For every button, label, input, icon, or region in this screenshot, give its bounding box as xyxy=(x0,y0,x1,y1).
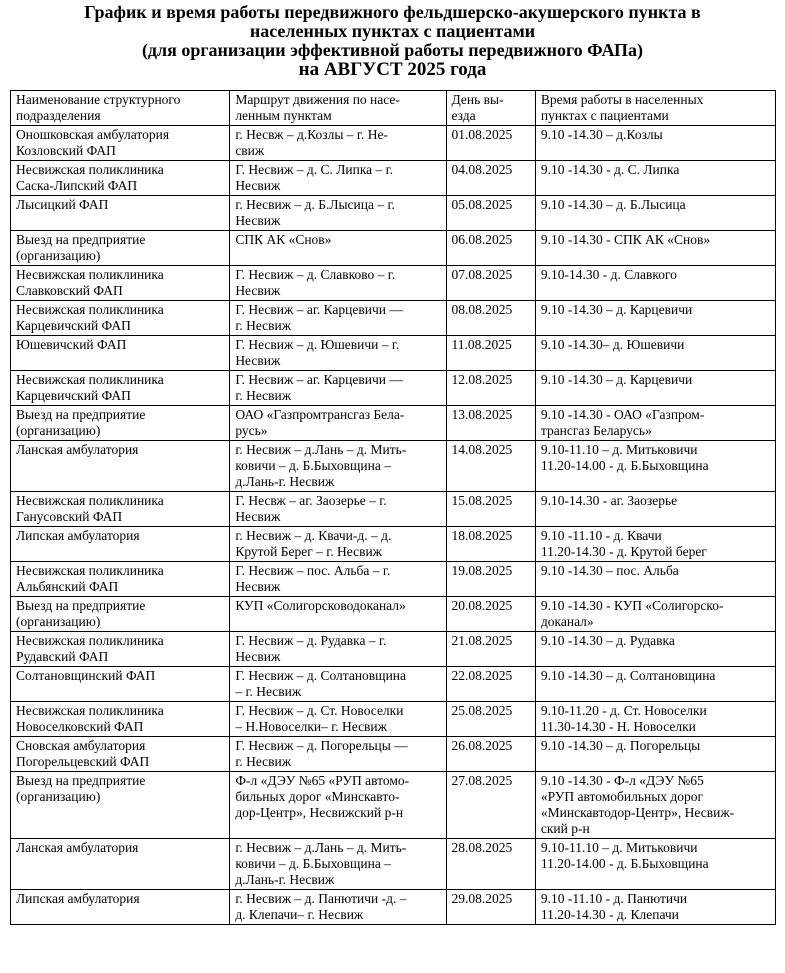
cell-unit-line: Новоселковский ФАП xyxy=(16,719,144,734)
cell-route-line: д.Лань-г. Несвиж xyxy=(235,872,335,887)
cell-route-line: г. Несвж – д.Козлы – г. Не- xyxy=(235,127,388,142)
cell-route xyxy=(230,126,446,161)
cell-unit xyxy=(11,161,230,196)
cell-route xyxy=(230,161,446,196)
cell-route-line: г. Несвиж – д. Панютичи -д. – xyxy=(235,891,407,906)
title-month: АВГУСТ xyxy=(323,59,403,80)
cell-time-line: «РУП автомобильных дорог xyxy=(540,789,704,804)
title-line-4 xyxy=(0,60,785,79)
table-row xyxy=(11,371,776,406)
cell-unit xyxy=(11,632,230,667)
cell-route xyxy=(230,371,446,406)
cell-route xyxy=(230,301,446,336)
cell-time-line: 9.10 -14.30 - Ф-л «ДЭУ №65 xyxy=(540,773,704,788)
cell-time xyxy=(535,406,775,441)
cell-time xyxy=(535,890,775,925)
cell-unit-line: Несвижская поликлиника xyxy=(16,162,164,177)
title-prefix: на xyxy=(298,59,324,80)
cell-date: 13.08.2025 xyxy=(446,406,535,441)
cell-unit-line: (организацию) xyxy=(16,423,101,438)
cell-route xyxy=(230,890,446,925)
cell-time-line: 9.10 -14.30 – д. Погорельцы xyxy=(540,738,701,753)
cell-time-line: 9.10-14.30 - д. Славкого xyxy=(540,267,677,282)
cell-route-line: Несвиж xyxy=(235,353,281,368)
cell-unit-line: Лысицкий ФАП xyxy=(16,197,109,212)
table-row xyxy=(11,301,776,336)
cell-time xyxy=(535,562,775,597)
cell-unit xyxy=(11,301,230,336)
cell-unit-line: Альбянский ФАП xyxy=(16,579,119,594)
cell-unit-line: Липская амбулатория xyxy=(16,891,140,906)
cell-route-line: Несвиж xyxy=(235,579,281,594)
table-row xyxy=(11,266,776,301)
cell-unit-line: Ланская амбулатория xyxy=(16,840,139,855)
cell-unit-line: (организацию) xyxy=(16,789,101,804)
table-row xyxy=(11,890,776,925)
cell-unit xyxy=(11,196,230,231)
cell-route xyxy=(230,839,446,890)
cell-time xyxy=(535,441,775,492)
cell-route-line: Несвиж xyxy=(235,509,281,524)
title-line-1: График и время работы передвижного фельдшерско-акушерского пункта в xyxy=(84,2,701,22)
table-row xyxy=(11,406,776,441)
cell-unit-line: Карцевичский ФАП xyxy=(16,318,131,333)
cell-route xyxy=(230,196,446,231)
cell-time-line: 9.10-11.10 – д. Митьковичи xyxy=(540,442,698,457)
cell-time-line: 9.10-11.10 – д. Митьковичи xyxy=(540,840,698,855)
cell-route xyxy=(230,562,446,597)
header-unit: Наименование структурного подразделения xyxy=(11,91,230,126)
cell-unit-line: Липская амбулатория xyxy=(16,528,140,543)
cell-route-line: Г. Несвиж – д. С. Липка – г. xyxy=(235,162,394,177)
cell-time-line: 9.10 -14.30 - СПК АК «Снов» xyxy=(540,232,711,247)
cell-route xyxy=(230,772,446,839)
cell-time xyxy=(535,266,775,301)
cell-date: 07.08.2025 xyxy=(446,266,535,301)
cell-unit xyxy=(11,406,230,441)
cell-date: 28.08.2025 xyxy=(446,839,535,890)
cell-time xyxy=(535,336,775,371)
cell-unit-line: (организацию) xyxy=(16,248,101,263)
cell-time-line: 9.10 -14.30 - д. С. Липка xyxy=(540,162,680,177)
cell-route-line: Ф-л «ДЭУ №65 «РУП автомо- xyxy=(235,773,410,788)
cell-unit xyxy=(11,231,230,266)
cell-route-line: ОАО «Газпромтрансгаз Бела- xyxy=(235,407,405,422)
cell-unit-line: Ганусовский ФАП xyxy=(16,509,123,524)
cell-route xyxy=(230,492,446,527)
cell-route-line: русь» xyxy=(235,423,268,438)
cell-route-line: д. Клепачи– г. Несвиж xyxy=(235,907,364,922)
cell-time xyxy=(535,632,775,667)
table-row xyxy=(11,441,776,492)
cell-route-line: Г. Несвиж – д. Погорельцы — xyxy=(235,738,408,753)
table-row xyxy=(11,597,776,632)
cell-route xyxy=(230,667,446,702)
table-row xyxy=(11,336,776,371)
cell-route xyxy=(230,441,446,492)
cell-route-line: ковичи – д. Б.Быховщина – xyxy=(235,458,391,473)
cell-route-line: Несвиж xyxy=(235,178,281,193)
cell-route-line: КУП «Солигорсководоканал» xyxy=(235,598,406,613)
table-row xyxy=(11,161,776,196)
cell-route-line: Г. Несвиж – д. Юшевичи – г. xyxy=(235,337,400,352)
cell-date: 08.08.2025 xyxy=(446,301,535,336)
cell-route xyxy=(230,266,446,301)
cell-date: 04.08.2025 xyxy=(446,161,535,196)
cell-date: 14.08.2025 xyxy=(446,441,535,492)
cell-unit xyxy=(11,371,230,406)
cell-unit xyxy=(11,702,230,737)
cell-unit xyxy=(11,336,230,371)
cell-date: 18.08.2025 xyxy=(446,527,535,562)
cell-unit-line: Выезд на предприятие xyxy=(16,407,146,422)
table-row xyxy=(11,667,776,702)
table-row xyxy=(11,737,776,772)
cell-unit xyxy=(11,890,230,925)
cell-time xyxy=(535,737,775,772)
cell-route-line: г. Несвиж – д. Б.Лысица – г. xyxy=(235,197,395,212)
cell-time xyxy=(535,161,775,196)
title-suffix: 2025 года xyxy=(402,59,487,80)
cell-unit-line: Выезд на предприятие xyxy=(16,773,146,788)
cell-route-line: Г. Несвиж – д. Рудавка – г. xyxy=(235,633,387,648)
cell-route-line: г. Несвиж xyxy=(235,388,292,403)
cell-route-line: СПК АК «Снов» xyxy=(235,232,332,247)
cell-unit-line: Оношковская амбулатория xyxy=(16,127,170,142)
cell-route-line: – г. Несвиж xyxy=(235,684,302,699)
cell-unit-line: Несвижская поликлиника xyxy=(16,563,164,578)
cell-time-line: 11.30-14.30 - Н. Новоселки xyxy=(540,719,696,734)
cell-time-line: 9.10-11.20 - д. Ст. Новоселки xyxy=(540,703,707,718)
header-route: Маршрут движения по насе- ленным пунктам xyxy=(230,91,446,126)
cell-time-line: 9.10 -14.30 – пос. Альба xyxy=(540,563,679,578)
table-row xyxy=(11,632,776,667)
cell-time-line: 9.10 -14.30 – д.Козлы xyxy=(540,127,663,142)
cell-time-line: 9.10 -14.30– д. Юшевичи xyxy=(540,337,685,352)
cell-date: 19.08.2025 xyxy=(446,562,535,597)
cell-time xyxy=(535,527,775,562)
cell-route-line: г. Несвиж – д.Лань – д. Мить- xyxy=(235,442,407,457)
cell-time xyxy=(535,301,775,336)
cell-route-line: свиж xyxy=(235,143,265,158)
cell-time xyxy=(535,492,775,527)
table-row xyxy=(11,492,776,527)
cell-unit xyxy=(11,492,230,527)
cell-unit-line: Юшевичский ФАП xyxy=(16,337,127,352)
cell-date: 22.08.2025 xyxy=(446,667,535,702)
cell-unit-line: Несвижская поликлиника xyxy=(16,372,164,387)
cell-date: 15.08.2025 xyxy=(446,492,535,527)
cell-date: 27.08.2025 xyxy=(446,772,535,839)
cell-route xyxy=(230,406,446,441)
cell-time-line: 11.20-14.30 - д. Клепачи xyxy=(540,907,679,922)
header-time: Время работы в населенных пунктах с пациентами xyxy=(535,91,775,126)
cell-route-line: г. Несвиж – д. Квачи-д. – д. xyxy=(235,528,392,543)
title-line-3: (для организации эффективной работы передвижного ФАПа) xyxy=(141,40,644,60)
cell-time-line: доканал» xyxy=(540,614,594,629)
cell-unit xyxy=(11,562,230,597)
cell-unit-line: Козловский ФАП xyxy=(16,143,116,158)
schedule-table xyxy=(10,90,776,925)
cell-date: 12.08.2025 xyxy=(446,371,535,406)
cell-time-line: 9.10 -11.10 - д. Панютичи xyxy=(540,891,688,906)
cell-route-line: Г. Несвж – аг. Заозерье – г. xyxy=(235,493,387,508)
cell-route xyxy=(230,737,446,772)
cell-route-line: Несвиж xyxy=(235,283,281,298)
cell-time-line: ский р-н xyxy=(540,821,590,836)
cell-unit-line: Несвижская поликлиника xyxy=(16,302,164,317)
cell-unit xyxy=(11,126,230,161)
cell-unit xyxy=(11,667,230,702)
cell-time xyxy=(535,702,775,737)
cell-time-line: 9.10 -14.30 – д. Солтановщина xyxy=(540,668,716,683)
cell-unit xyxy=(11,266,230,301)
cell-time-line: 11.20-14.30 - д. Крутой берег xyxy=(540,544,707,559)
cell-route xyxy=(230,632,446,667)
cell-time xyxy=(535,597,775,632)
table-row xyxy=(11,772,776,839)
cell-route xyxy=(230,231,446,266)
cell-date: 05.08.2025 xyxy=(446,196,535,231)
cell-date: 21.08.2025 xyxy=(446,632,535,667)
table-row xyxy=(11,527,776,562)
cell-date: 29.08.2025 xyxy=(446,890,535,925)
cell-time-line: 9.10 -11.10 - д. Квачи xyxy=(540,528,662,543)
cell-route-line: ковичи – д. Б.Быховщина – xyxy=(235,856,391,871)
cell-unit-line: Солтановщинский ФАП xyxy=(16,668,156,683)
cell-unit-line: (организацию) xyxy=(16,614,101,629)
cell-route-line: – Н.Новоселки– г. Несвиж xyxy=(235,719,387,734)
cell-unit-line: Карцевичский ФАП xyxy=(16,388,131,403)
cell-route-line: г. Несвиж xyxy=(235,318,292,333)
cell-time xyxy=(535,839,775,890)
cell-route xyxy=(230,702,446,737)
cell-unit-line: Погорельцевский ФАП xyxy=(16,754,150,769)
table-row xyxy=(11,196,776,231)
cell-route-line: д.Лань-г. Несвиж xyxy=(235,474,335,489)
cell-route-line: бильных дорог «Минскавтo- xyxy=(235,789,400,804)
cell-unit xyxy=(11,441,230,492)
cell-route xyxy=(230,527,446,562)
cell-time-line: 11.20-14.00 - д. Б.Быховщина xyxy=(540,856,709,871)
cell-route-line: Г. Несвиж – д. Ст. Новоселки xyxy=(235,703,404,718)
cell-time-line: 9.10-14.30 - аг. Заозерье xyxy=(540,493,678,508)
cell-route-line: Г. Несвиж – д. Славково – г. xyxy=(235,267,396,282)
cell-time xyxy=(535,772,775,839)
header-date: День вы- езда xyxy=(446,91,535,126)
cell-time-line: 9.10 -14.30 – д. Б.Лысица xyxy=(540,197,686,212)
cell-route xyxy=(230,336,446,371)
cell-route-line: дор-Центр», Несвижский р-н xyxy=(235,805,404,820)
cell-unit-line: Саска-Липский ФАП xyxy=(16,178,138,193)
cell-time-line: 11.20-14.00 - д. Б.Быховщина xyxy=(540,458,709,473)
cell-date: 06.08.2025 xyxy=(446,231,535,266)
cell-route-line: Г. Несвиж – аг. Карцевичи — xyxy=(235,372,403,387)
cell-time-line: трансгаз Беларусь» xyxy=(540,423,652,438)
cell-route-line: Несвиж xyxy=(235,649,281,664)
cell-route-line: г. Несвиж – д.Лань – д. Мить- xyxy=(235,840,407,855)
table-row xyxy=(11,839,776,890)
cell-route-line: Г. Несвиж – д. Солтановщина xyxy=(235,668,407,683)
cell-unit xyxy=(11,597,230,632)
cell-date: 11.08.2025 xyxy=(446,336,535,371)
cell-unit-line: Выезд на предприятие xyxy=(16,598,146,613)
title-line-2: населенных пунктах с пациентами xyxy=(249,21,536,41)
cell-unit-line: Несвижская поликлиника xyxy=(16,267,164,282)
cell-unit-line: Славковский ФАП xyxy=(16,283,123,298)
cell-route-line: Г. Несвиж – аг. Карцевичи — xyxy=(235,302,403,317)
cell-date: 25.08.2025 xyxy=(446,702,535,737)
cell-time-line: 9.10 -14.30 – д. Карцевичи xyxy=(540,372,693,387)
cell-time-line: 9.10 -14.30 – д. Карцевичи xyxy=(540,302,693,317)
table-header-row xyxy=(11,91,776,126)
cell-time xyxy=(535,231,775,266)
cell-unit-line: Сновская амбулатория xyxy=(16,738,146,753)
cell-unit-line: Рудавский ФАП xyxy=(16,649,109,664)
cell-unit xyxy=(11,737,230,772)
cell-date: 26.08.2025 xyxy=(446,737,535,772)
cell-unit-line: Выезд на предприятие xyxy=(16,232,146,247)
cell-route-line: Несвиж xyxy=(235,213,281,228)
cell-unit-line: Несвижская поликлиника xyxy=(16,493,164,508)
cell-unit-line: Несвижская поликлиника xyxy=(16,633,164,648)
cell-route xyxy=(230,597,446,632)
cell-route-line: г. Несвиж xyxy=(235,754,292,769)
cell-route-line: Г. Несвиж – пос. Альба – г. xyxy=(235,563,391,578)
cell-time-line: 9.10 -14.30 – д. Рудавка xyxy=(540,633,675,648)
cell-unit xyxy=(11,839,230,890)
table-row xyxy=(11,231,776,266)
cell-time-line: «Минскавтодор-Центр», Несвиж- xyxy=(540,805,735,820)
table-row xyxy=(11,562,776,597)
table-row xyxy=(11,702,776,737)
cell-time xyxy=(535,196,775,231)
cell-time xyxy=(535,371,775,406)
table-row xyxy=(11,126,776,161)
cell-time-line: 9.10 -14.30 - КУП «Солигорско- xyxy=(540,598,724,613)
cell-unit xyxy=(11,527,230,562)
cell-unit-line: Ланская амбулатория xyxy=(16,442,139,457)
cell-time xyxy=(535,667,775,702)
cell-route-line: Крутой Берег – г. Несвиж xyxy=(235,544,382,559)
cell-time-line: 9.10 -14.30 - ОАО «Газпром- xyxy=(540,407,705,422)
cell-unit-line: Несвижская поликлиника xyxy=(16,703,164,718)
cell-date: 20.08.2025 xyxy=(446,597,535,632)
document-title xyxy=(0,0,785,79)
cell-date: 01.08.2025 xyxy=(446,126,535,161)
cell-unit xyxy=(11,772,230,839)
cell-time xyxy=(535,126,775,161)
